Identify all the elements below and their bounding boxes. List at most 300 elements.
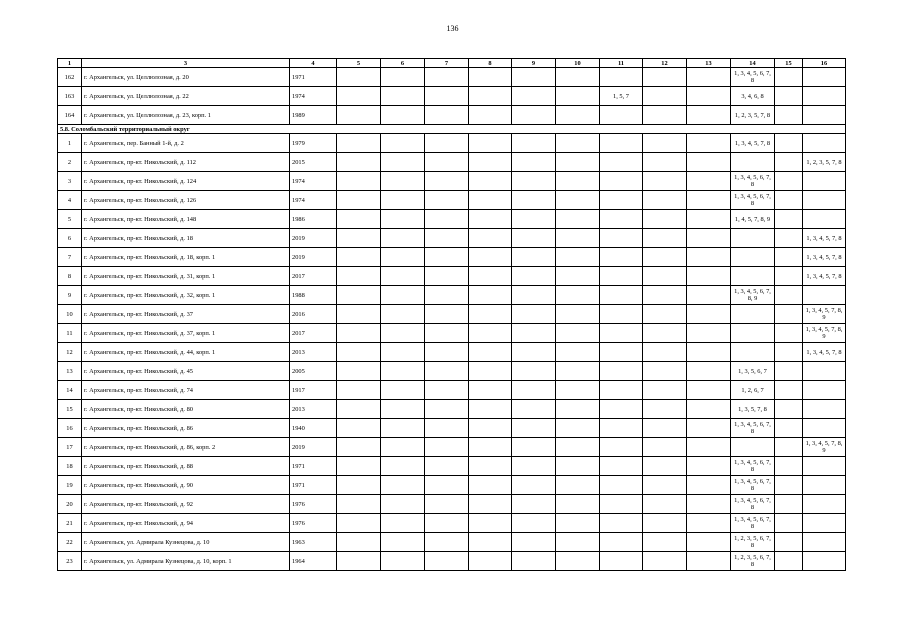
col-13-cell [687,191,731,210]
table-row [58,476,846,495]
col-15-cell [775,305,803,324]
row-address: г. Архангельск, ул. Целлюлозная, д. 20 [82,68,290,87]
col-13-cell [687,68,731,87]
col-5-cell [337,172,381,191]
header-cell: 7 [425,59,469,68]
col-13-cell [687,172,731,191]
col-10-cell [556,210,600,229]
col-14-cell: 1, 3, 4, 5, 6, 7, 8 [731,68,775,87]
col-14-cell: 1, 3, 4, 5, 7, 8 [731,134,775,153]
col-7-cell [425,400,469,419]
col-13-cell [687,552,731,571]
col-9-cell [512,229,556,248]
header-cell: 14 [731,59,775,68]
col-15-cell [775,286,803,305]
col-15-cell [775,419,803,438]
col-9-cell [512,533,556,552]
table-row [58,495,846,514]
col-9-cell [512,153,556,172]
col-7-cell [425,172,469,191]
row-address: г. Архангельск, пр-кт. Никольский, д. 31, корп. 1 [82,267,290,286]
col-6-cell [381,106,425,125]
col-11-cell [600,210,643,229]
table-row [58,343,846,362]
table-row [58,286,846,305]
row-year: 1974 [290,191,337,210]
table-row [58,210,846,229]
col-7-cell [425,343,469,362]
col-5-cell [337,305,381,324]
col-9-cell [512,172,556,191]
col-14-cell: 1, 3, 5, 6, 7 [731,362,775,381]
row-address: г. Архангельск, пр-кт. Никольский, д. 86, корп. 2 [82,438,290,457]
col-10-cell [556,153,600,172]
col-15-cell [775,533,803,552]
header-cell: 16 [803,59,846,68]
header-cell: 8 [469,59,512,68]
col-16-cell [803,495,846,514]
col-16-cell: 1, 3, 4, 5, 7, 8 [803,343,846,362]
row-number: 164 [58,106,82,125]
col-15-cell [775,514,803,533]
col-7-cell [425,68,469,87]
table-row [58,172,846,191]
col-5-cell [337,457,381,476]
table-row [58,305,846,324]
col-14-cell: 1, 3, 4, 5, 6, 7, 8, 9 [731,286,775,305]
col-6-cell [381,87,425,106]
col-13-cell [687,476,731,495]
col-14-cell [731,248,775,267]
col-10-cell [556,400,600,419]
row-address: г. Архангельск, пр-кт. Никольский, д. 112 [82,153,290,172]
col-14-cell: 3, 4, 6, 8 [731,87,775,106]
col-16-cell: 1, 3, 4, 5, 7, 8, 9 [803,438,846,457]
col-14-cell: 1, 3, 4, 5, 6, 7, 8 [731,514,775,533]
row-number: 17 [58,438,82,457]
row-number: 8 [58,267,82,286]
col-7-cell [425,210,469,229]
row-year: 1917 [290,381,337,400]
col-10-cell [556,324,600,343]
row-year: 2019 [290,248,337,267]
table-row [58,267,846,286]
col-5-cell [337,134,381,153]
col-16-cell [803,457,846,476]
col-15-cell [775,400,803,419]
col-9-cell [512,457,556,476]
col-16-cell [803,400,846,419]
col-14-cell: 1, 3, 4, 5, 6, 7, 8 [731,172,775,191]
col-7-cell [425,495,469,514]
col-8-cell [469,552,512,571]
col-10-cell [556,438,600,457]
header-cell: 15 [775,59,803,68]
col-16-cell [803,106,846,125]
col-12-cell [643,476,687,495]
table-body [58,59,846,571]
table-row [58,419,846,438]
col-9-cell [512,400,556,419]
col-8-cell [469,229,512,248]
col-15-cell [775,68,803,87]
col-5-cell [337,419,381,438]
row-address: г. Архангельск, пр-кт. Никольский, д. 45 [82,362,290,381]
col-15-cell [775,134,803,153]
col-8-cell [469,68,512,87]
header-cell: 5 [337,59,381,68]
row-year: 1976 [290,514,337,533]
row-year: 1974 [290,172,337,191]
row-number: 3 [58,172,82,191]
col-6-cell [381,134,425,153]
col-15-cell [775,381,803,400]
col-11-cell [600,362,643,381]
col-8-cell [469,267,512,286]
row-year: 2005 [290,362,337,381]
col-12-cell [643,229,687,248]
col-13-cell [687,106,731,125]
col-5-cell [337,362,381,381]
row-number: 22 [58,533,82,552]
col-5-cell [337,267,381,286]
col-10-cell [556,495,600,514]
col-6-cell [381,514,425,533]
col-11-cell [600,381,643,400]
col-12-cell [643,153,687,172]
col-5-cell [337,476,381,495]
col-11-cell [600,495,643,514]
col-10-cell [556,419,600,438]
table-row [58,533,846,552]
table-row [58,552,846,571]
col-8-cell [469,210,512,229]
col-8-cell [469,87,512,106]
col-11-cell [600,229,643,248]
col-6-cell [381,172,425,191]
col-12-cell [643,381,687,400]
row-number: 18 [58,457,82,476]
col-10-cell [556,533,600,552]
col-8-cell [469,362,512,381]
row-address: г. Архангельск, ул. Адмирала Кузнецова, д. 10 [82,533,290,552]
col-6-cell [381,286,425,305]
row-address: г. Архангельск, пр-кт. Никольский, д. 44, корп. 1 [82,343,290,362]
col-9-cell [512,305,556,324]
col-8-cell [469,286,512,305]
row-number: 9 [58,286,82,305]
row-year: 2015 [290,153,337,172]
col-16-cell: 1, 2, 3, 5, 7, 8 [803,153,846,172]
row-address: г. Архангельск, пр-кт. Никольский, д. 94 [82,514,290,533]
col-7-cell [425,381,469,400]
col-14-cell: 1, 3, 4, 5, 6, 7, 8 [731,495,775,514]
col-5-cell [337,381,381,400]
row-address: г. Архангельск, пр-кт. Никольский, д. 148 [82,210,290,229]
col-9-cell [512,248,556,267]
col-13-cell [687,362,731,381]
col-10-cell [556,457,600,476]
col-9-cell [512,191,556,210]
col-15-cell [775,552,803,571]
row-number: 14 [58,381,82,400]
row-number: 15 [58,400,82,419]
col-15-cell [775,457,803,476]
col-9-cell [512,134,556,153]
col-12-cell [643,68,687,87]
col-13-cell [687,324,731,343]
col-8-cell [469,153,512,172]
col-6-cell [381,248,425,267]
col-11-cell [600,419,643,438]
col-6-cell [381,324,425,343]
col-6-cell [381,153,425,172]
table-row [58,68,846,87]
col-14-cell: 1, 3, 5, 7, 8 [731,400,775,419]
col-13-cell [687,210,731,229]
table-row [58,514,846,533]
col-16-cell [803,381,846,400]
col-12-cell [643,457,687,476]
row-year: 2017 [290,267,337,286]
col-12-cell [643,106,687,125]
col-6-cell [381,191,425,210]
row-address: г. Архангельск, пр-кт. Никольский, д. 86 [82,419,290,438]
col-8-cell [469,248,512,267]
row-year: 1963 [290,533,337,552]
col-10-cell [556,229,600,248]
col-14-cell: 1, 3, 4, 5, 6, 7, 8 [731,457,775,476]
col-9-cell [512,514,556,533]
col-13-cell [687,514,731,533]
col-11-cell [600,191,643,210]
col-15-cell [775,324,803,343]
col-11-cell [600,267,643,286]
row-address: г. Архангельск, пер. Банный 1-й, д. 2 [82,134,290,153]
col-11-cell [600,305,643,324]
col-10-cell [556,362,600,381]
col-9-cell [512,438,556,457]
header-cell: 9 [512,59,556,68]
col-6-cell [381,400,425,419]
col-5-cell [337,153,381,172]
col-9-cell [512,362,556,381]
col-7-cell [425,533,469,552]
col-12-cell [643,400,687,419]
col-11-cell [600,476,643,495]
header-cell: 13 [687,59,731,68]
col-5-cell [337,68,381,87]
col-13-cell [687,381,731,400]
col-6-cell [381,305,425,324]
col-5-cell [337,514,381,533]
col-16-cell [803,87,846,106]
col-16-cell [803,134,846,153]
col-14-cell [731,305,775,324]
col-10-cell [556,286,600,305]
row-year: 1979 [290,134,337,153]
col-11-cell [600,248,643,267]
row-number: 162 [58,68,82,87]
row-year: 2019 [290,438,337,457]
row-address: г. Архангельск, пр-кт. Никольский, д. 90 [82,476,290,495]
col-15-cell [775,495,803,514]
table-row [58,438,846,457]
col-12-cell [643,343,687,362]
col-12-cell [643,552,687,571]
col-7-cell [425,324,469,343]
col-12-cell [643,419,687,438]
col-6-cell [381,438,425,457]
col-16-cell [803,68,846,87]
col-7-cell [425,134,469,153]
row-address: г. Архангельск, пр-кт. Никольский, д. 18 [82,229,290,248]
row-address: г. Архангельск, пр-кт. Никольский, д. 74 [82,381,290,400]
row-address: г. Архангельск, ул. Целлюлозная, д. 23, корп. 1 [82,106,290,125]
col-13-cell [687,267,731,286]
row-year: 2019 [290,229,337,248]
row-number: 13 [58,362,82,381]
col-12-cell [643,172,687,191]
col-13-cell [687,305,731,324]
col-8-cell [469,106,512,125]
col-7-cell [425,191,469,210]
col-13-cell [687,533,731,552]
col-10-cell [556,514,600,533]
col-7-cell [425,476,469,495]
header-cell: 6 [381,59,425,68]
col-6-cell [381,343,425,362]
col-13-cell [687,87,731,106]
col-14-cell: 1, 2, 3, 5, 6, 7, 8 [731,552,775,571]
table-row [58,229,846,248]
header-row [58,59,846,68]
col-11-cell [600,533,643,552]
col-10-cell [556,106,600,125]
col-16-cell [803,533,846,552]
col-6-cell [381,267,425,286]
col-10-cell [556,343,600,362]
col-9-cell [512,286,556,305]
col-8-cell [469,305,512,324]
col-16-cell [803,362,846,381]
row-address: г. Архангельск, пр-кт. Никольский, д. 32, корп. 1 [82,286,290,305]
row-address: г. Архангельск, пр-кт. Никольский, д. 18, корп. 1 [82,248,290,267]
col-5-cell [337,533,381,552]
row-number: 23 [58,552,82,571]
col-6-cell [381,533,425,552]
col-13-cell [687,248,731,267]
col-5-cell [337,343,381,362]
col-8-cell [469,476,512,495]
col-16-cell [803,172,846,191]
col-16-cell [803,419,846,438]
col-15-cell [775,362,803,381]
col-15-cell [775,191,803,210]
col-8-cell [469,533,512,552]
table-row [58,381,846,400]
col-7-cell [425,305,469,324]
col-16-cell [803,476,846,495]
row-number: 4 [58,191,82,210]
col-15-cell [775,172,803,191]
col-8-cell [469,381,512,400]
table-row [58,191,846,210]
row-number: 19 [58,476,82,495]
row-year: 1971 [290,457,337,476]
header-cell: 1 [58,59,82,68]
table-row [58,400,846,419]
col-7-cell [425,229,469,248]
table-row [58,324,846,343]
col-5-cell [337,324,381,343]
col-6-cell [381,457,425,476]
col-14-cell [731,229,775,248]
section-row [58,125,846,134]
col-9-cell [512,106,556,125]
row-number: 21 [58,514,82,533]
col-16-cell: 1, 3, 4, 5, 7, 8 [803,267,846,286]
col-5-cell [337,438,381,457]
col-12-cell [643,87,687,106]
col-14-cell: 1, 2, 6, 7 [731,381,775,400]
row-year: 1988 [290,286,337,305]
table-row [58,106,846,125]
col-9-cell [512,419,556,438]
col-11-cell [600,438,643,457]
col-15-cell [775,106,803,125]
col-12-cell [643,514,687,533]
row-year: 1986 [290,210,337,229]
col-5-cell [337,210,381,229]
col-5-cell [337,495,381,514]
col-12-cell [643,305,687,324]
row-number: 16 [58,419,82,438]
row-address: г. Архангельск, пр-кт. Никольский, д. 124 [82,172,290,191]
row-year: 1940 [290,419,337,438]
col-5-cell [337,229,381,248]
col-7-cell [425,419,469,438]
col-13-cell [687,229,731,248]
col-10-cell [556,305,600,324]
header-cell: 10 [556,59,600,68]
col-12-cell [643,134,687,153]
section-title: 5.8. Соломбальский территориальный округ [58,125,846,134]
col-7-cell [425,87,469,106]
row-number: 11 [58,324,82,343]
col-11-cell [600,552,643,571]
col-13-cell [687,400,731,419]
col-12-cell [643,267,687,286]
row-number: 6 [58,229,82,248]
col-11-cell [600,343,643,362]
table-row [58,87,846,106]
col-12-cell [643,495,687,514]
col-12-cell [643,324,687,343]
col-14-cell: 1, 4, 5, 7, 8, 9 [731,210,775,229]
col-12-cell [643,533,687,552]
row-address: г. Архангельск, ул. Целлюлозная, д. 22 [82,87,290,106]
row-year: 1976 [290,495,337,514]
col-8-cell [469,457,512,476]
col-9-cell [512,68,556,87]
col-7-cell [425,438,469,457]
col-6-cell [381,381,425,400]
col-10-cell [556,87,600,106]
col-13-cell [687,343,731,362]
col-5-cell [337,248,381,267]
col-13-cell [687,286,731,305]
